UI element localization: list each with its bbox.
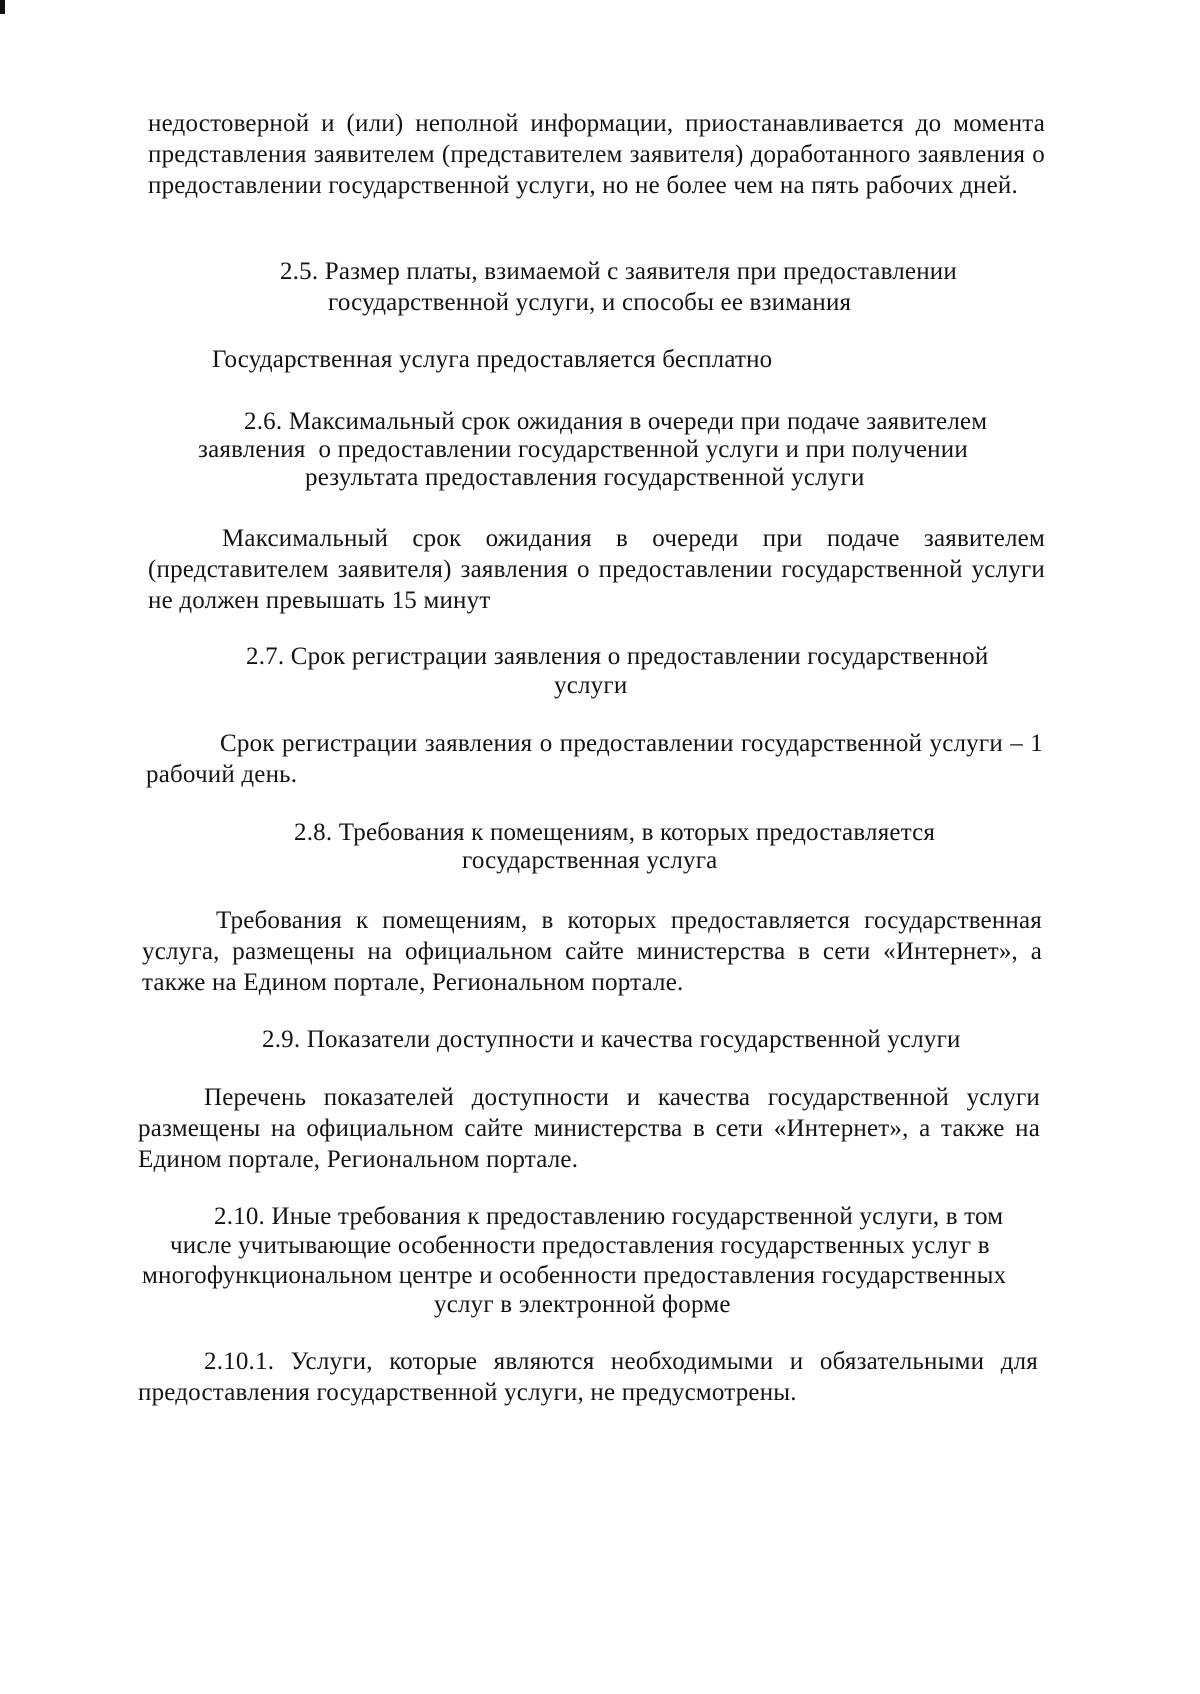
heading-2-6-line2: заявления о предоставлении государственной услуги и при получении [198,436,968,463]
heading-2-5-line2: государственной услуги, и способы ее взимания [328,289,852,316]
heading-2-8-line1: 2.8. Требования к помещениям, в которых предоставляется [294,819,936,846]
heading-2-5-line1: 2.5. Размер платы, взимаемой с заявителя при предоставлении [280,258,957,285]
heading-2-9: 2.9. Показатели доступности и качества государственной услуги [262,1026,961,1053]
paragraph-2-5: Государственная услуга предоставляется бесплатно [212,346,773,373]
paragraph-2-8: Требования к помещениям, в которых предоставляется государственная услуга, размещены на официальном сайте министерства в сети «Интернет», а также на Едином портале, Региональном портале. [142,907,1042,996]
paragraph-2-9: Перечень показателей доступности и качества государственной услуги размещены на официальном сайте министерства в сети «Интернет», а также на Едином портале, Региональном портале. [138,1084,1040,1173]
heading-2-10-line4: услуг в электронной форме [434,1291,731,1318]
scan-corner-mark [0,0,5,14]
paragraph-2-7: Срок регистрации заявления о предоставлении государственной услуги – 1 рабочий день. [146,730,1043,788]
paragraph-2-10-1: 2.10.1. Услуги, которые являются необходимыми и обязательными для предоставления государственной услуги, не предусмотрены. [138,1348,1038,1406]
heading-2-6-line1: 2.6. Максимальный срок ожидания в очереди при подаче заявителем [244,408,988,435]
paragraph-continuation: недостоверной и (или) неполной информации, приостанавливается до момента представления заявителем (представителем заявителя) доработанного заявления о предоставлении государственной услуги, но не более чем на пять рабочих дней. [148,110,1045,199]
heading-2-8-line2: государственная услуга [462,847,718,874]
heading-2-10-line1: 2.10. Иные требования к предоставлению государственной услуги, в том [214,1203,1004,1230]
heading-2-6-line3: результата предоставления государственной услуги [305,464,865,491]
heading-2-7-line1: 2.7. Срок регистрации заявления о предоставлении государственной [246,643,989,670]
paragraph-2-6: Максимальный срок ожидания в очереди при подаче заявителем (представителем заявителя) заявления о предоставлении государственной услуги не должен превышать 15 минут [148,525,1045,614]
heading-2-7-line2: услуги [554,672,628,699]
heading-2-10-line3: многофункциональном центре и особенности предоставления государственных [142,1262,1007,1289]
heading-2-10-line2: числе учитывающие особенности предоставления государственных услуг в [170,1232,990,1259]
